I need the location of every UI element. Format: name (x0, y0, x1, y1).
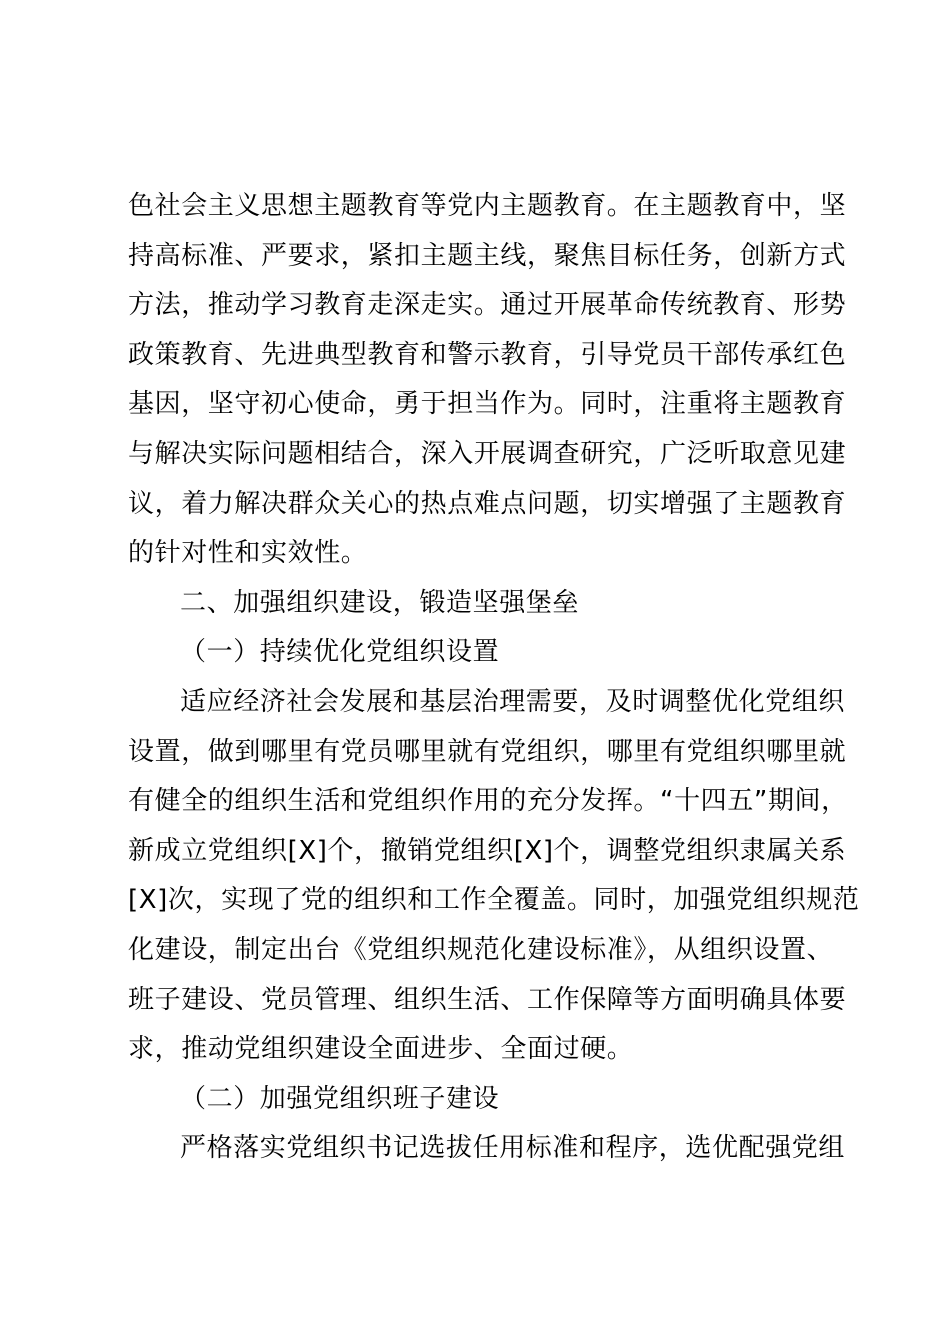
text-line: 有健全的组织生活和党组织作用的充分发挥。“十四五”期间， (128, 786, 848, 817)
text-line: 方法，推动学习教育走深走实。通过开展革命传统教育、形势 (128, 290, 847, 321)
document-body (128, 182, 860, 1174)
text-line: 求，推动党组织建设全面进步、全面过硬。 (128, 1034, 634, 1065)
text-line: 班子建设、党员管理、组织生活、工作保障等方面明确具体要 (128, 984, 847, 1015)
paragraph-start: 严格落实党组织书记选拔任用标准和程序，选优配强党组 (180, 1133, 846, 1164)
paragraph-start: 适应经济社会发展和基层治理需要，及时调整优化党组织 (180, 686, 846, 717)
text-line: [X]次，实现了党的组织和工作全覆盖。同时，加强党组织规范 (128, 885, 860, 916)
text-line: 议，着力解决群众关心的热点难点问题，切实增强了主题教育 (128, 488, 847, 519)
text-line: 的针对性和实效性。 (128, 538, 368, 569)
text-line: 新成立党组织[X]个，撤销党组织[X]个，调整党组织隶属关系 (128, 835, 847, 866)
text-line: 与解决实际问题相结合，深入开展调查研究，广泛听取意见建 (128, 438, 847, 469)
text-line: 色社会主义思想主题教育等党内主题教育。在主题教育中，坚 (128, 191, 847, 221)
section-heading: 二、加强组织建设，锻造坚强堡垒 (180, 587, 580, 618)
text-line: 政策教育、先进典型教育和警示教育，引导党员干部传承红色 (128, 339, 847, 370)
text-line: 持高标准、严要求，紧扣主题主线，聚焦目标任务，创新方式 (128, 240, 847, 271)
subsection-heading: （二）加强党组织班子建设 (180, 1083, 500, 1114)
text-line: 化建设，制定出台《党组织规范化建设标准》，从组织设置、 (128, 934, 834, 965)
subsection-heading: （一）持续优化党组织设置 (180, 637, 500, 668)
text-line: 设置，做到哪里有党员哪里就有党组织，哪里有党组织哪里就 (128, 736, 847, 767)
text-line: 基因，坚守初心使命，勇于担当作为。同时，注重将主题教育 (128, 389, 847, 420)
